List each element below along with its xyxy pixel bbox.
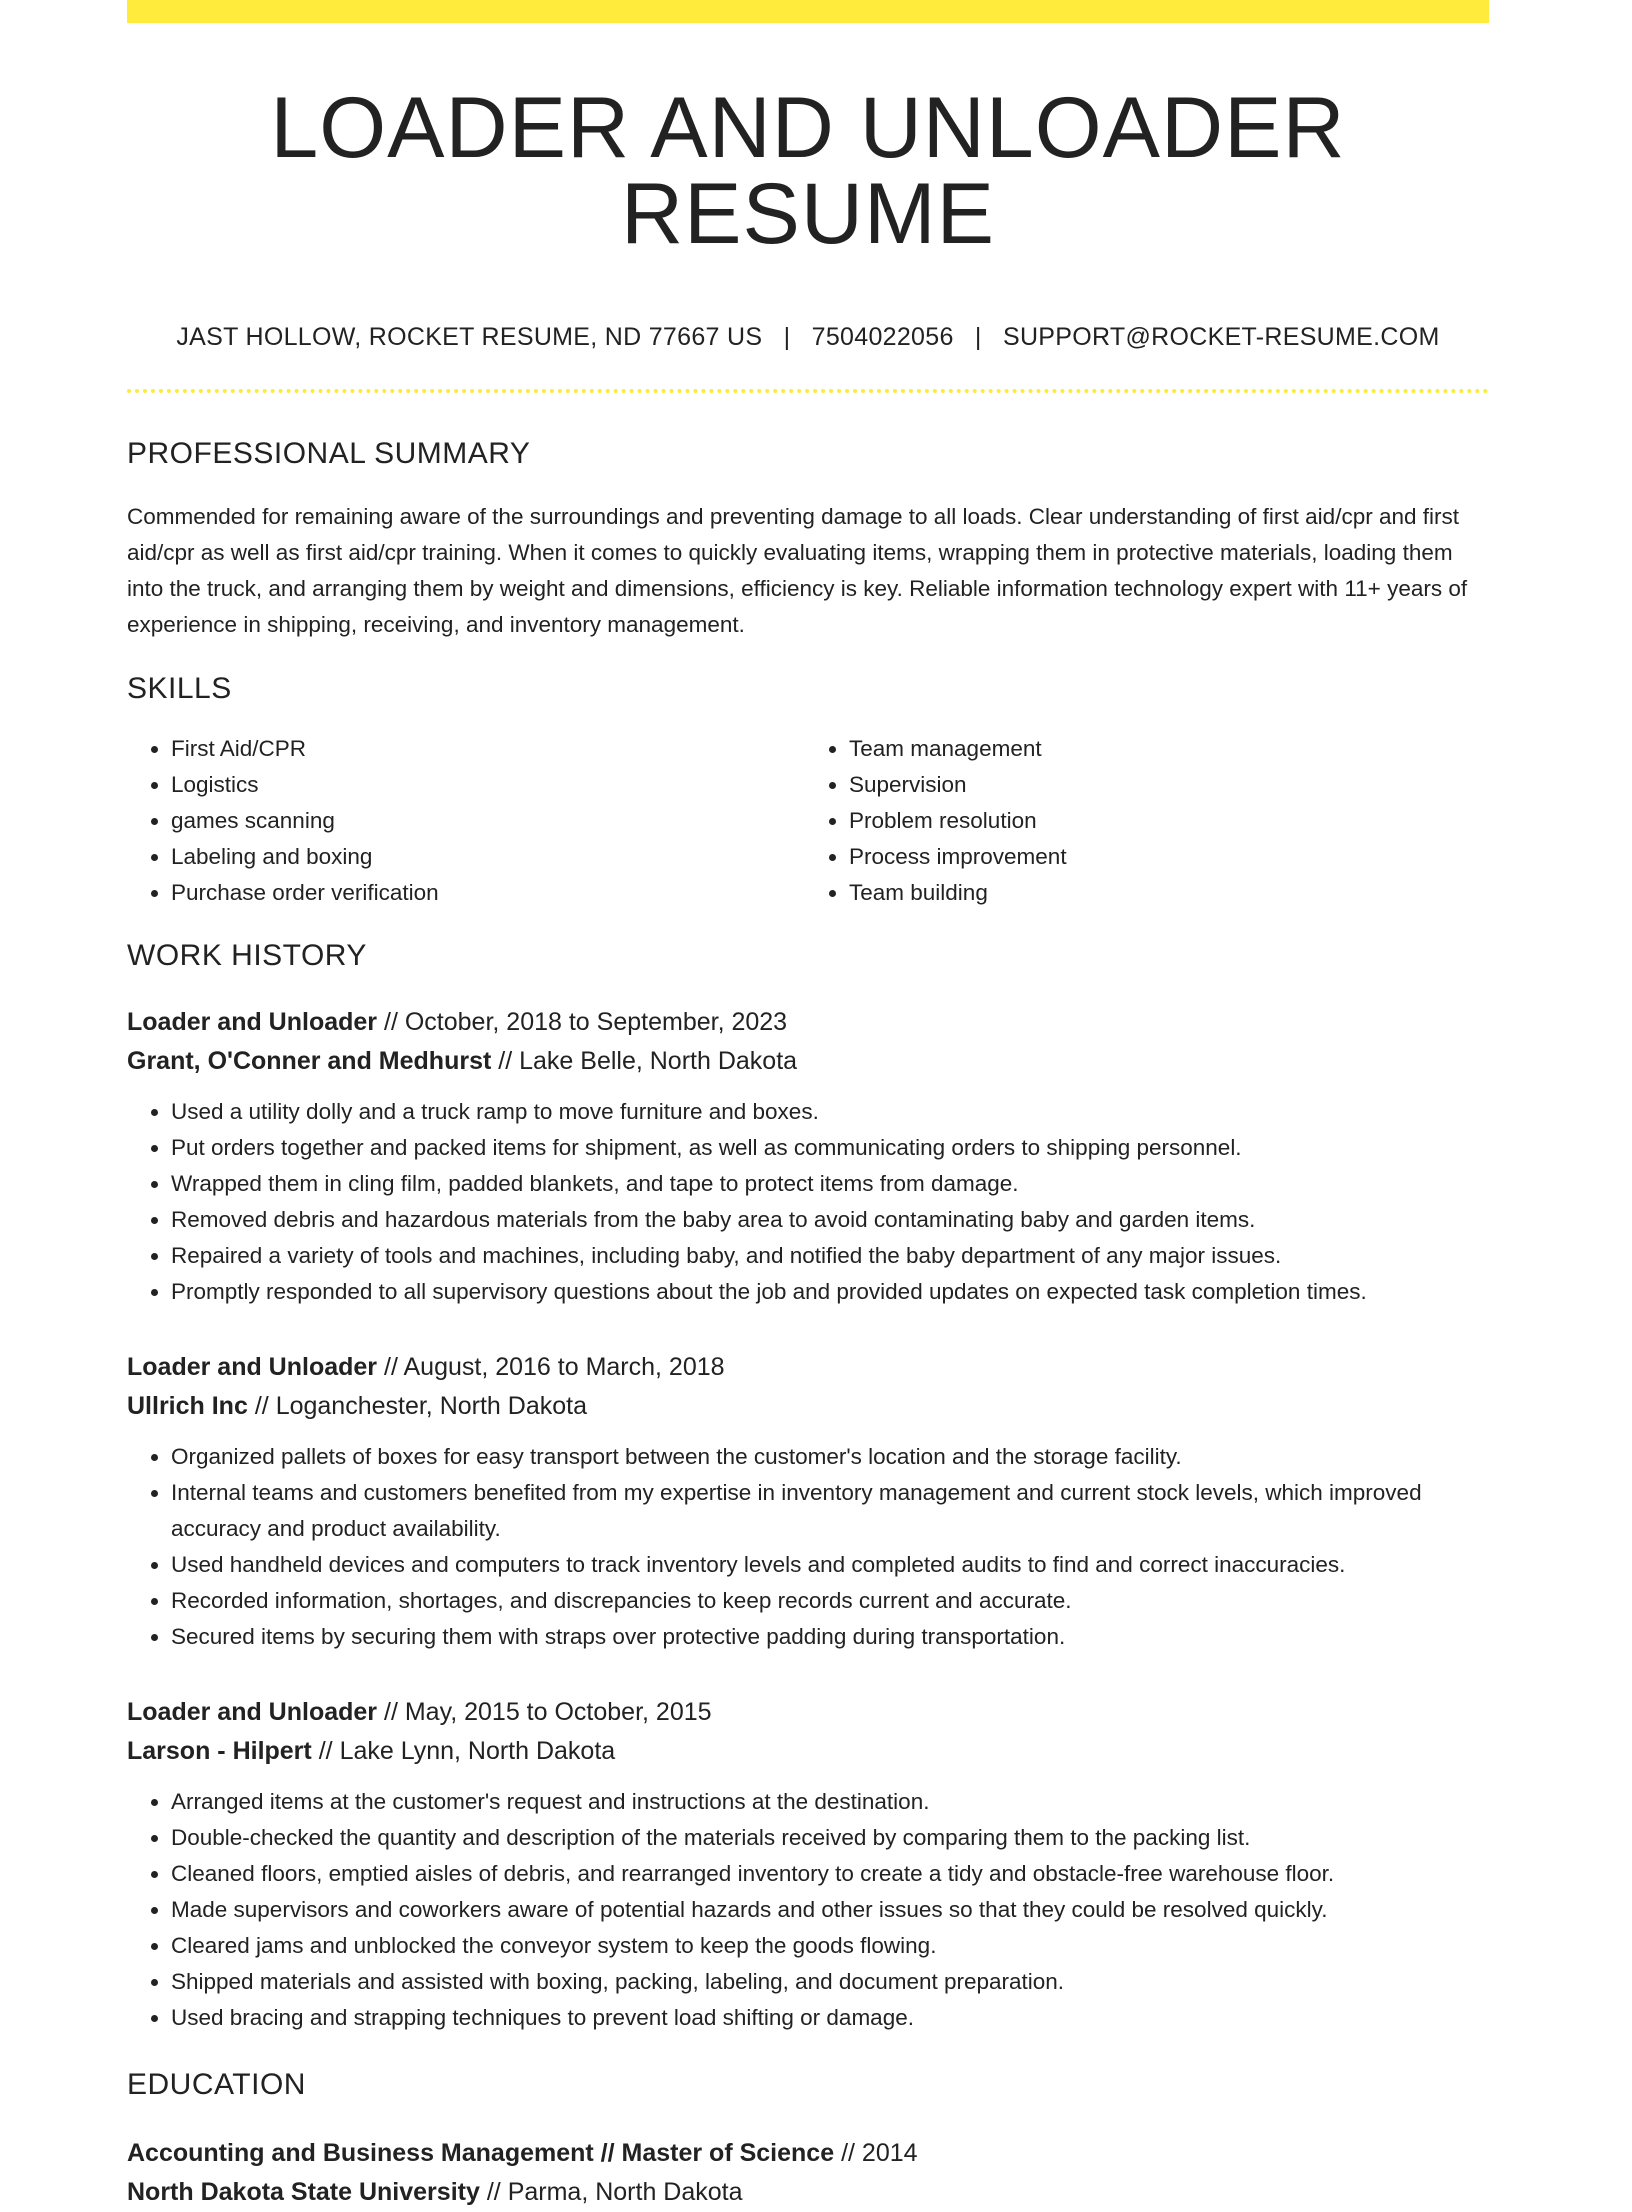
contact-separator: | xyxy=(783,323,791,351)
contact-address: JAST HOLLOW, ROCKET RESUME, ND 77667 US xyxy=(176,323,763,351)
skills-list xyxy=(127,731,1489,911)
job-duties xyxy=(127,1784,1489,2036)
work-history-heading: WORK HISTORY xyxy=(127,939,367,972)
job-title: Loader and Unloader xyxy=(127,1353,378,1381)
contact-email: SUPPORT@ROCKET-RESUME.COM xyxy=(1002,323,1440,351)
duty-item: • Double-checked the quantity and description of the materials received by comparing them to the packing list. xyxy=(171,1820,1489,1856)
education-school-line xyxy=(127,2173,1489,2212)
job-company: Ullrich Inc xyxy=(127,1392,248,1420)
job-location: Lake Belle, North Dakota xyxy=(519,1047,798,1075)
duty-item: • Put orders together and packed items for shipment, as well as communicating orders to shipping personnel. xyxy=(171,1130,1489,1166)
education-school: North Dakota State University xyxy=(127,2178,480,2206)
dotted-divider xyxy=(127,389,1489,393)
job-dates: August, 2016 to March, 2018 xyxy=(403,1353,725,1381)
duty-item: • Used handheld devices and computers to track inventory levels and completed audits to find and correct inaccuracies. xyxy=(171,1547,1489,1583)
education-separator: // xyxy=(841,2139,855,2167)
skills-column-left xyxy=(127,731,805,911)
skill-item: • Supervision xyxy=(849,767,1483,803)
skill-item: • Team building xyxy=(849,875,1483,911)
duty-item: • Made supervisors and coworkers aware of potential hazards and other issues so that they could be resolved quickly. xyxy=(171,1892,1489,1928)
skill-item: • Labeling and boxing xyxy=(171,839,805,875)
skills-heading: SKILLS xyxy=(127,672,232,705)
duty-item: • Used a utility dolly and a truck ramp to move furniture and boxes. xyxy=(171,1094,1489,1130)
duty-item: • Promptly responded to all supervisory questions about the job and provided updates on expected task completion times. xyxy=(171,1274,1489,1310)
skill-item: • Logistics xyxy=(171,767,805,803)
resume-page xyxy=(127,0,1489,2212)
duty-item: • Arranged items at the customer's request and instructions at the destination. xyxy=(171,1784,1489,1820)
job-dates: October, 2018 to September, 2023 xyxy=(404,1008,788,1036)
education-heading: EDUCATION xyxy=(127,2068,306,2101)
job-duties xyxy=(127,1439,1489,1655)
duty-item: • Recorded information, shortages, and discrepancies to keep records current and accurate. xyxy=(171,1583,1489,1619)
duty-item: • Used bracing and strapping techniques to prevent load shifting or damage. xyxy=(171,2000,1489,2036)
job-title-line xyxy=(127,1348,1489,1387)
job-location: Loganchester, North Dakota xyxy=(275,1392,587,1420)
job-company-line xyxy=(127,1042,1489,1081)
skill-item: • Purchase order verification xyxy=(171,875,805,911)
duty-item: • Shipped materials and assisted with boxing, packing, labeling, and document preparation. xyxy=(171,1964,1489,2000)
education-entry xyxy=(127,2134,1489,2212)
job-location: Lake Lynn, North Dakota xyxy=(339,1737,616,1765)
duty-item: • Cleaned floors, emptied aisles of debris, and rearranged inventory to create a tidy and obstacle-free warehouse floor. xyxy=(171,1856,1489,1892)
job-company: Larson - Hilpert xyxy=(127,1737,312,1765)
job-separator: // xyxy=(384,1698,398,1726)
skill-item: • Process improvement xyxy=(849,839,1483,875)
job-separator: // xyxy=(498,1047,513,1075)
education-degree-line xyxy=(127,2134,1489,2173)
duty-item: • Repaired a variety of tools and machines, including baby, and notified the baby department of any major issues. xyxy=(171,1238,1489,1274)
duty-item: • Organized pallets of boxes for easy transport between the customer's location and the storage facility. xyxy=(171,1439,1489,1475)
education-location: Parma, North Dakota xyxy=(507,2178,743,2206)
skill-item: • First Aid/CPR xyxy=(171,731,805,767)
job-separator: // xyxy=(254,1392,269,1420)
job-entry xyxy=(127,1693,1489,2036)
education-year: 2014 xyxy=(861,2139,918,2167)
job-dates: May, 2015 to October, 2015 xyxy=(404,1698,712,1726)
job-duties xyxy=(127,1094,1489,1310)
job-company-line xyxy=(127,1387,1489,1426)
duty-item: • Secured items by securing them with straps over protective padding during transportation. xyxy=(171,1619,1489,1655)
duty-item: • Wrapped them in cling film, padded blankets, and tape to protect items from damage. xyxy=(171,1166,1489,1202)
job-separator: // xyxy=(318,1737,333,1765)
contact-phone: 7504022056 xyxy=(811,323,954,351)
education-degree: Accounting and Business Management // Master of Science xyxy=(127,2139,835,2167)
job-title: Loader and Unloader xyxy=(127,1698,378,1726)
job-entry xyxy=(127,1348,1489,1655)
job-company-line xyxy=(127,1732,1489,1771)
job-entry xyxy=(127,1003,1489,1310)
summary-heading: PROFESSIONAL SUMMARY xyxy=(127,437,531,470)
job-title: Loader and Unloader xyxy=(127,1008,378,1036)
job-separator: // xyxy=(384,1008,398,1036)
education-separator: // xyxy=(486,2178,501,2206)
job-separator: // xyxy=(384,1353,398,1381)
job-title-line xyxy=(127,1003,1489,1042)
summary-text: Commended for remaining aware of the surroundings and preventing damage to all loads. Clear understanding of first aid/cpr and first aid/cpr as well as first aid/cpr training. When it comes to quickly evaluating items, wrapping them in protective materials, loading them into the truck, and arranging them by weight and dimensions, efficiency is key. Reliable information technology expert with 11+ years of experience in shipping, receiving, and inventory management. xyxy=(127,504,1468,637)
skills-column-right xyxy=(805,731,1483,911)
top-accent-bar xyxy=(127,0,1489,23)
duty-item: • Cleared jams and unblocked the conveyor system to keep the goods flowing. xyxy=(171,1928,1489,1964)
contact-line xyxy=(127,323,1489,352)
resume-title: LOADER AND UNLOADER RESUME xyxy=(270,80,1346,262)
job-title-line xyxy=(127,1693,1489,1732)
skill-item: • Problem resolution xyxy=(849,803,1483,839)
skill-item: • Team management xyxy=(849,731,1483,767)
duty-item: • Removed debris and hazardous materials from the baby area to avoid contaminating baby and garden items. xyxy=(171,1202,1489,1238)
skill-item: • games scanning xyxy=(171,803,805,839)
duty-item: • Internal teams and customers benefited from my expertise in inventory management and current stock levels, which improved accuracy and product availability. xyxy=(171,1475,1489,1547)
job-company: Grant, O'Conner and Medhurst xyxy=(127,1047,492,1075)
contact-separator: | xyxy=(974,323,982,351)
